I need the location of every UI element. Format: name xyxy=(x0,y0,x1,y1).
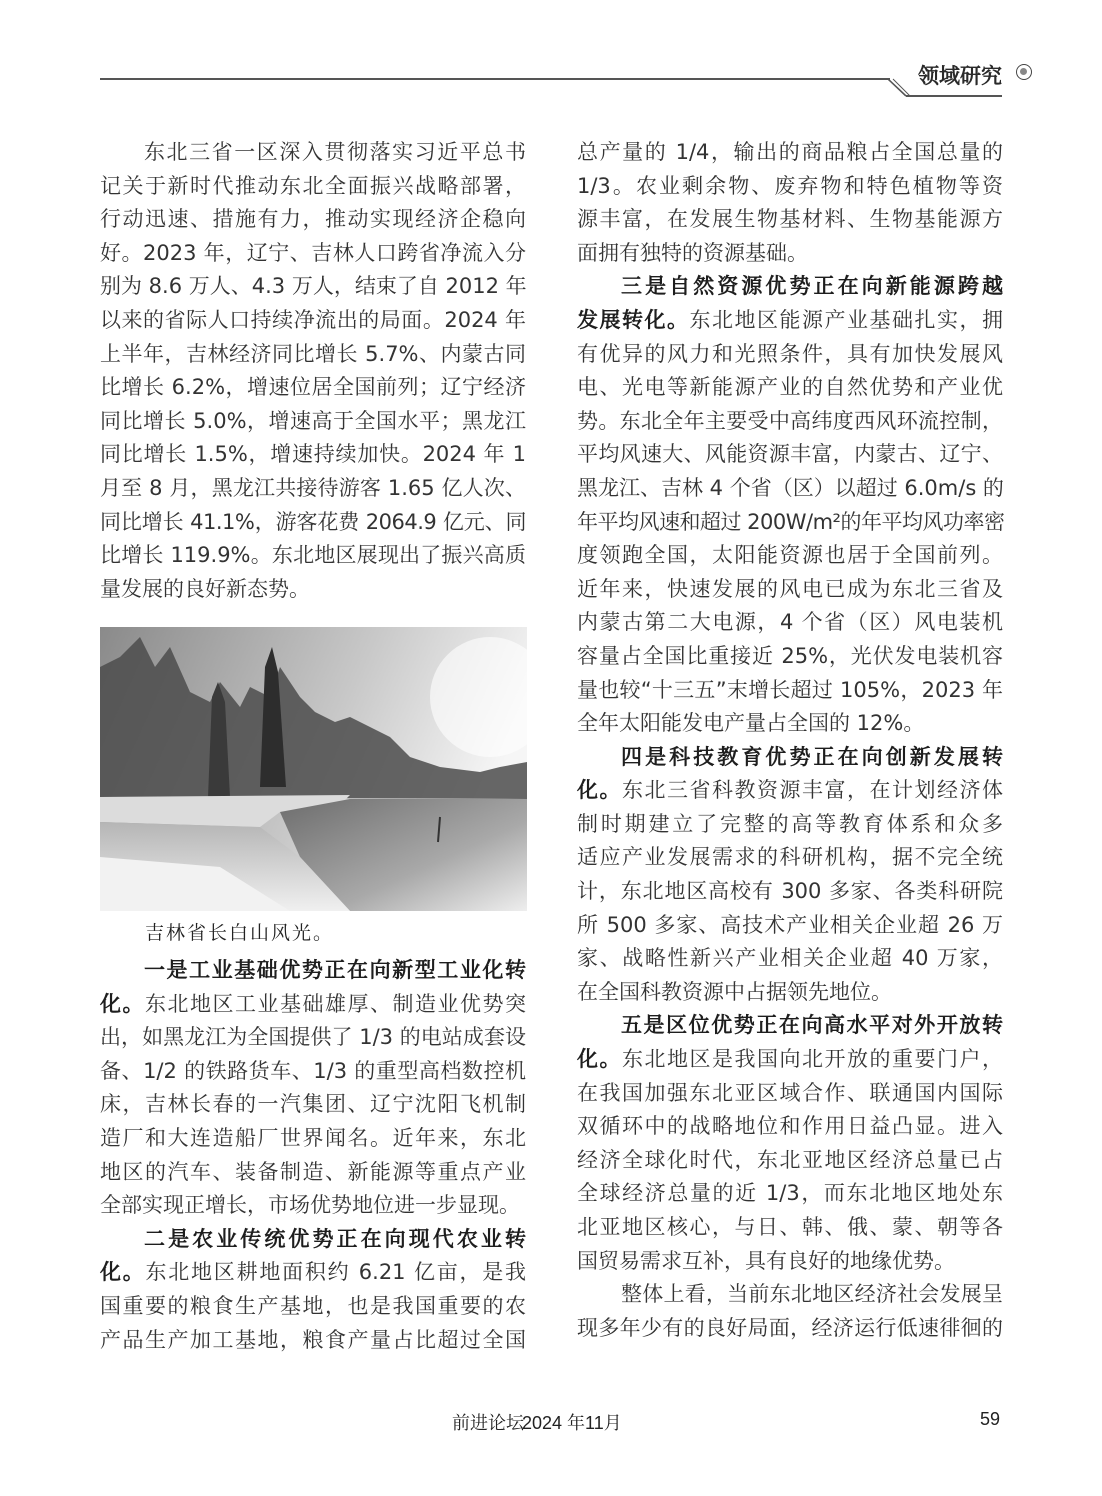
body-text: 势。东北全年主要受中高纬度西风环流控制， xyxy=(577,408,1003,433)
body-text: 量发展的良好新态势。 xyxy=(100,576,310,601)
text-line xyxy=(577,371,1003,405)
photo-caption: 吉林省长白山风光。 xyxy=(145,922,335,944)
body-text: 家、战略性新兴产业相关企业超 40 万家， xyxy=(577,946,1003,971)
body-text: 容量占全国比重接近 25%，光伏发电装机容 xyxy=(577,643,1003,668)
bold-heading: 化。 xyxy=(577,778,622,803)
bold-heading: 化。 xyxy=(100,991,145,1016)
text-line-with-heading xyxy=(577,741,1003,775)
body-text: 好。2023 年，辽宁、吉林人口跨省净流入分 xyxy=(100,240,526,265)
bold-heading: 化。 xyxy=(100,1260,146,1285)
body-text: 床，吉林长春的一汽集团、辽宁沈阳飞机制 xyxy=(100,1092,526,1117)
bold-heading: 一是工业基础优势正在向新型工业化转 xyxy=(144,958,526,982)
text-line xyxy=(100,506,526,540)
text-line xyxy=(100,472,526,506)
body-text: 造厂和大连造船厂世界闻名。近年来，东北 xyxy=(100,1125,526,1150)
body-text: 出，如黑龙江为全国提供了 1/3 的电站成套设 xyxy=(100,1025,526,1050)
bold-heading: 二是农业传统优势正在向现代农业转 xyxy=(144,1226,526,1251)
body-text: 行动迅速、措施有力，推动实现经济企稳向 xyxy=(100,207,526,232)
body-text: 国贸易需求互补，具有良好的地缘优势。 xyxy=(577,1248,955,1273)
text-line xyxy=(577,438,1003,472)
body-text: 现多年少有的良好局面，经济运行低速徘徊的 xyxy=(577,1315,1003,1340)
text-line xyxy=(577,170,1003,204)
text-line xyxy=(577,573,1003,607)
body-text: 近年来，快速发展的风电已成为东北三省及 xyxy=(577,576,1003,601)
text-line xyxy=(100,1122,526,1156)
text-line xyxy=(100,1290,526,1324)
text-line xyxy=(577,674,1003,708)
text-line xyxy=(577,606,1003,640)
body-text: 有优异的风力和光照条件，具有加快发展风 xyxy=(577,341,1003,366)
body-text: 源丰富，在发展生物基材料、生物基能源方 xyxy=(577,207,1003,232)
text-line xyxy=(577,942,1003,976)
text-line xyxy=(100,237,526,271)
body-text: 东北地区耕地面积约 6.21 亿亩，是我 xyxy=(145,1260,527,1285)
body-text: 在我国加强东北亚区域合作、联通国内国际 xyxy=(577,1080,1003,1105)
text-line xyxy=(577,976,1003,1010)
landscape-photo xyxy=(100,627,527,911)
text-line xyxy=(100,1189,526,1223)
body-text: 同比增长 1.5%，增速持续加快。2024 年 1 xyxy=(100,442,526,467)
body-text: 计，东北地区高校有 300 多家、各类科研院 xyxy=(577,879,1003,904)
text-line-with-heading xyxy=(577,1009,1003,1043)
body-text: 整体上看，当前东北地区经济社会发展呈 xyxy=(621,1282,1003,1307)
text-line-with-heading xyxy=(100,988,526,1022)
text-line xyxy=(100,1088,526,1122)
page-number: 59 xyxy=(980,1409,1001,1429)
body-text: 东北地区工业基础雄厚、制造业优势突 xyxy=(145,991,526,1016)
text-line-with-heading xyxy=(577,304,1003,338)
body-text: 东北地区能源产业基础扎实，拥 xyxy=(689,307,1003,332)
body-text: 制时期建立了完整的高等教育体系和众多 xyxy=(577,811,1003,836)
body-text: 量也较“十三五”末增长超过 105%，2023 年 xyxy=(577,677,1003,702)
text-line xyxy=(577,841,1003,875)
text-line xyxy=(100,1021,526,1055)
body-text: 适应产业发展需求的科研机构，据不完全统 xyxy=(577,845,1003,870)
body-text: 年平均风速和超过 200W/m²的年平均风功率密 xyxy=(577,509,1005,534)
bold-heading: 三是自然资源优势正在向新能源跨越 xyxy=(621,274,1003,299)
bold-heading: 五是区位优势正在向高水平对外开放转 xyxy=(621,1013,1003,1038)
footer-issue-date: 2024 年11月 xyxy=(522,1413,622,1433)
body-text: 全部实现正增长，市场优势地位进一步显现。 xyxy=(100,1193,520,1218)
header-underline xyxy=(906,95,1002,97)
text-line xyxy=(100,573,526,607)
text-line xyxy=(100,1055,526,1089)
bold-heading: 发展转化。 xyxy=(577,307,690,332)
body-text: 经济全球化时代，东北亚地区经济总量已占 xyxy=(577,1147,1003,1172)
text-line xyxy=(577,338,1003,372)
text-line xyxy=(100,203,526,237)
text-line xyxy=(100,338,526,372)
body-text: 东北三省科教资源丰富，在计划经济体 xyxy=(622,778,1003,803)
body-text: 全年太阳能发电产量占全国的 12%。 xyxy=(577,711,925,736)
body-text: 平均风速大、风能资源丰富，内蒙古、辽宁、 xyxy=(577,442,1003,467)
body-text: 所 500 多家、高技术产业相关企业超 26 万 xyxy=(577,912,1003,937)
body-text: 同比增长 5.0%，增速高于全国水平；黑龙江 xyxy=(100,408,526,433)
body-text: 记关于新时代推动东北全面振兴战略部署， xyxy=(100,173,526,198)
photo-changbai-mountain xyxy=(100,627,527,911)
text-line xyxy=(100,539,526,573)
text-line xyxy=(577,1211,1003,1245)
text-line xyxy=(577,405,1003,439)
text-line xyxy=(100,1324,526,1358)
text-line xyxy=(577,506,1003,540)
body-text: 东北三省一区深入贯彻落实习近平总书 xyxy=(144,140,526,164)
text-line xyxy=(577,1144,1003,1178)
body-text: 全球经济总量的近 1/3，而东北地区地处东 xyxy=(577,1181,1003,1206)
text-line xyxy=(577,808,1003,842)
text-line xyxy=(577,472,1003,506)
text-line xyxy=(100,304,526,338)
text-line xyxy=(577,1245,1003,1279)
text-line xyxy=(577,1177,1003,1211)
text-line xyxy=(100,438,526,472)
text-line xyxy=(577,1077,1003,1111)
body-text: 度领跑全国，太阳能资源也居于全国前列。 xyxy=(577,543,1003,568)
header-rule xyxy=(100,78,890,80)
body-text: 东北地区是我国向北开放的重要门户， xyxy=(622,1047,1003,1072)
body-text: 产品生产加工基地，粮食产量占比超过全国 xyxy=(100,1327,526,1352)
text-line xyxy=(100,371,526,405)
text-line xyxy=(100,270,526,304)
text-line xyxy=(577,136,1003,170)
text-line xyxy=(577,1312,1003,1346)
bold-heading: 四是科技教育优势正在向创新发展转 xyxy=(621,744,1003,769)
text-line xyxy=(577,640,1003,674)
text-line xyxy=(100,405,526,439)
text-line-with-heading xyxy=(100,954,526,988)
text-line-with-heading xyxy=(577,270,1003,304)
body-text: 备、1/2 的铁路货车、1/3 的重型高档数控机 xyxy=(100,1058,526,1083)
text-line xyxy=(100,1156,526,1190)
text-line-with-heading xyxy=(577,774,1003,808)
body-text: 面拥有独特的资源基础。 xyxy=(577,240,808,265)
left-column-intro xyxy=(100,136,526,606)
body-text: 上半年，吉林经济同比增长 5.7%、内蒙古同 xyxy=(100,341,526,366)
body-text: 内蒙古第二大电源，4 个省（区）风电装机 xyxy=(577,610,1003,635)
body-text: 黑龙江、吉林 4 个省（区）以超过 6.0m/s 的 xyxy=(577,475,1004,500)
body-text: 总产量的 1/4，输出的商品粮占全国总量的 xyxy=(577,140,1003,164)
text-line xyxy=(577,237,1003,271)
text-line xyxy=(100,170,526,204)
text-line xyxy=(577,1110,1003,1144)
body-text: 国重要的粮食生产基地，也是我国重要的农 xyxy=(100,1293,526,1318)
text-line-with-heading xyxy=(577,1043,1003,1077)
text-line xyxy=(577,875,1003,909)
text-line xyxy=(577,203,1003,237)
text-line xyxy=(577,1278,1003,1312)
circle-dot-icon xyxy=(1016,64,1032,80)
body-text: 同比增长 41.1%，游客花费 2064.9 亿元、同 xyxy=(100,509,526,534)
body-text: 双循环中的战略地位和作用日益凸显。进入 xyxy=(577,1114,1003,1139)
text-line xyxy=(100,136,526,170)
body-text: 比增长 6.2%，增速位居全国前列；辽宁经济 xyxy=(100,375,526,400)
body-text: 1/3。农业剩余物、废弃物和特色植物等资 xyxy=(577,173,1003,198)
text-line xyxy=(577,707,1003,741)
body-text: 月至 8 月，黑龙江共接待游客 1.65 亿人次、 xyxy=(100,475,526,500)
text-line-with-heading xyxy=(100,1256,526,1290)
text-line-with-heading xyxy=(100,1223,526,1257)
text-line xyxy=(577,909,1003,943)
body-text: 别为 8.6 万人、4.3 万人，结束了自 2012 年 xyxy=(100,274,527,299)
section-title: 领域研究 xyxy=(918,63,1002,88)
body-text: 北亚地区核心，与日、韩、俄、蒙、朝等各 xyxy=(577,1215,1003,1239)
right-column-body xyxy=(577,136,1003,1345)
body-text: 比增长 119.9%。东北地区展现出了振兴高质 xyxy=(100,543,526,568)
body-text: 以来的省际人口持续净流出的局面。2024 年 xyxy=(100,307,526,332)
body-text: 地区的汽车、装备制造、新能源等重点产业 xyxy=(100,1159,526,1184)
bold-heading: 化。 xyxy=(577,1047,622,1072)
body-text: 在全国科教资源中占据领先地位。 xyxy=(577,979,892,1004)
text-line xyxy=(577,539,1003,573)
footer-journal-name: 前进论坛 xyxy=(452,1413,524,1433)
left-column-body xyxy=(100,954,526,1357)
body-text: 电、光电等新能源产业的自然优势和产业优 xyxy=(577,375,1003,400)
